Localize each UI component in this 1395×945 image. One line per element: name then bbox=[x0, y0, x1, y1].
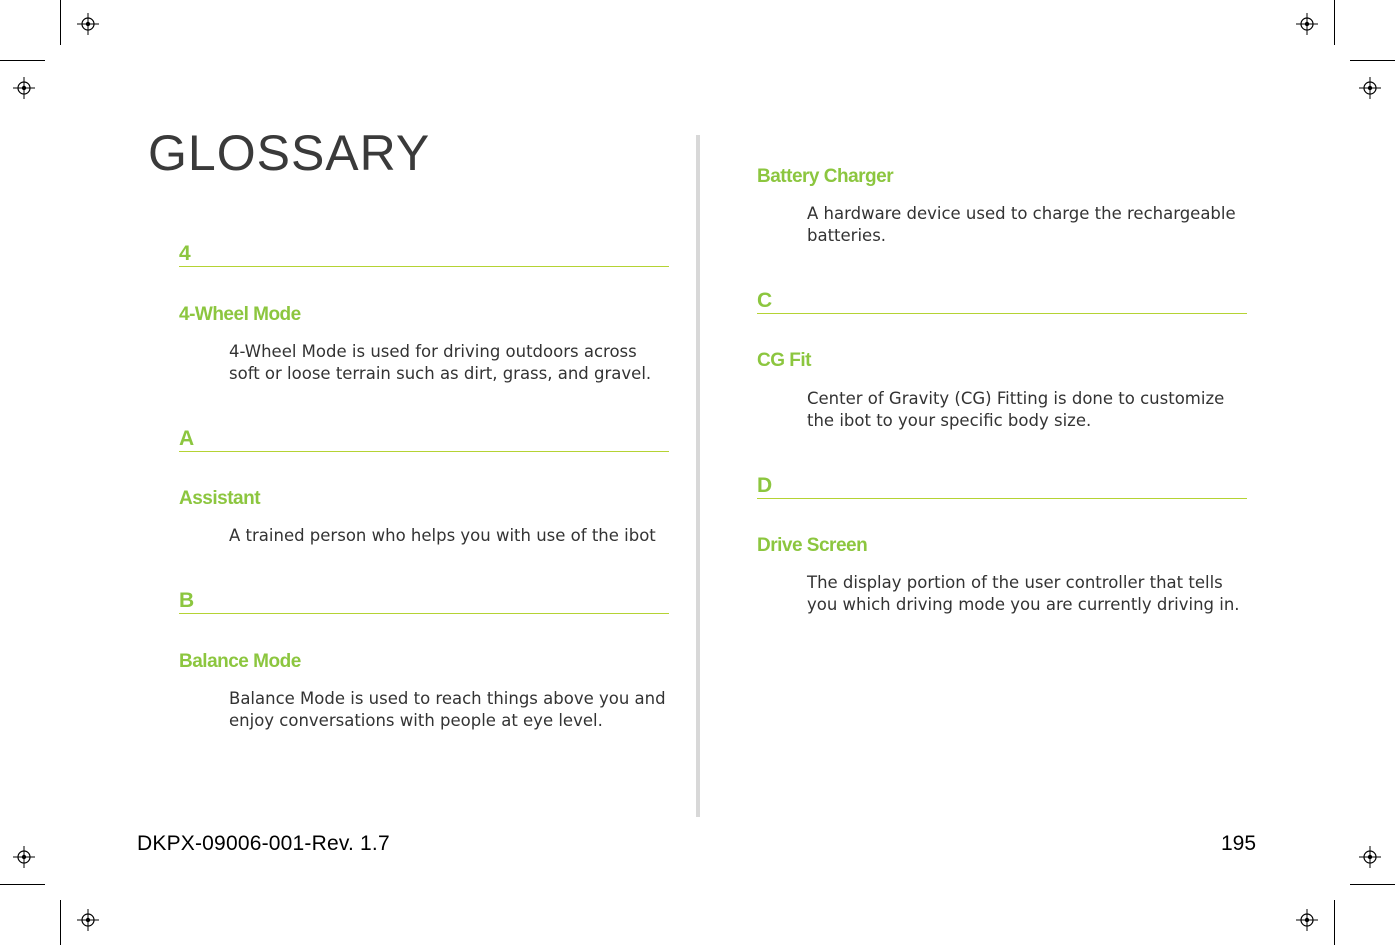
glossary-definition: Center of Gravity (CG) Fitting is done to customize the ibot to your specific body size. bbox=[807, 389, 1225, 430]
section-letter-c: C bbox=[757, 289, 1247, 314]
registration-mark-icon bbox=[77, 13, 99, 35]
crop-mark bbox=[1350, 884, 1395, 885]
glossary-definition: A hardware device used to charge the rechargeable batteries. bbox=[807, 204, 1236, 245]
glossary-term: Battery Charger bbox=[757, 166, 894, 187]
registration-mark-icon bbox=[1359, 77, 1381, 99]
page-number: 195 bbox=[1221, 832, 1257, 855]
page-title: GLOSSARY bbox=[148, 125, 431, 181]
glossary-term: Balance Mode bbox=[179, 651, 301, 672]
glossary-definition: 4-Wheel Mode is used for driving outdoors across soft or loose terrain such as dirt, grass, and gravel. bbox=[229, 342, 652, 383]
crop-mark bbox=[1350, 60, 1395, 61]
registration-mark-icon bbox=[13, 77, 35, 99]
crop-mark bbox=[60, 0, 61, 45]
registration-mark-icon bbox=[1359, 846, 1381, 868]
section-letter-b: B bbox=[179, 589, 669, 614]
glossary-definition: Balance Mode is used to reach things above you and enjoy conversations with people at eye level. bbox=[229, 689, 666, 730]
crop-mark bbox=[1334, 900, 1335, 945]
glossary-definition: The display portion of the user controller that tells you which driving mode you are currently driving in. bbox=[807, 573, 1240, 614]
glossary-term: Assistant bbox=[179, 488, 261, 509]
glossary-term: 4-Wheel Mode bbox=[179, 304, 301, 325]
section-letter-4: 4 bbox=[179, 242, 669, 267]
glossary-term: CG Fit bbox=[757, 350, 811, 371]
section-letter-a: A bbox=[179, 427, 669, 452]
registration-mark-icon bbox=[1296, 13, 1318, 35]
glossary-term: Drive Screen bbox=[757, 535, 868, 556]
column-divider bbox=[696, 135, 700, 817]
registration-mark-icon bbox=[1296, 909, 1318, 931]
crop-mark bbox=[0, 884, 45, 885]
crop-mark bbox=[1334, 0, 1335, 45]
section-letter-d: D bbox=[757, 474, 1247, 499]
registration-mark-icon bbox=[13, 846, 35, 868]
crop-mark bbox=[60, 900, 61, 945]
document-id: DKPX-09006-001-Rev. 1.7 bbox=[137, 832, 390, 855]
glossary-definition: A trained person who helps you with use of the ibot bbox=[229, 526, 656, 545]
registration-mark-icon bbox=[77, 909, 99, 931]
crop-mark bbox=[0, 60, 45, 61]
